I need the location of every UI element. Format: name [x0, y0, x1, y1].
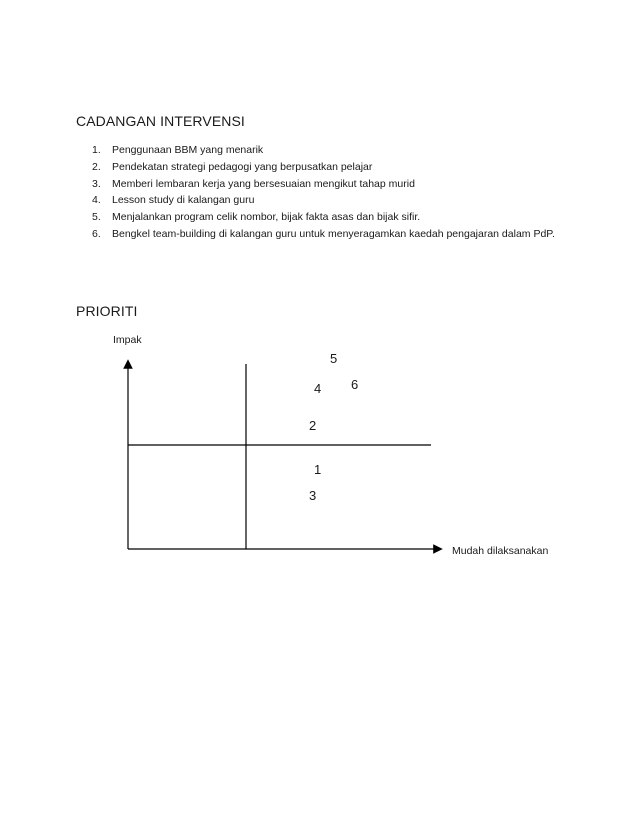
matrix-item-6: 6	[351, 377, 359, 392]
section-title-prioriti: PRIORITI	[76, 303, 138, 319]
list-item-text: Menjalankan program celik nombor, bijak fakta asas dan bijak sifir.	[112, 211, 421, 224]
list-item-text: Penggunaan BBM yang menarik	[112, 144, 264, 156]
matrix-item-4: 4	[314, 381, 322, 396]
matrix-item-2: 2	[309, 418, 317, 433]
list-item-number: 5.	[92, 211, 101, 224]
list-item-number: 1.	[92, 144, 101, 156]
list-item-number: 6.	[92, 227, 101, 240]
list-item-text: Memberi lembaran kerja yang bersesuaian mengikut tahap murid	[112, 177, 415, 190]
list-item-text: Bengkel team-building di kalangan guru untuk menyeragamkan kaedah pengajaran dalam PdP.	[112, 227, 555, 240]
matrix-item-5: 5	[330, 351, 338, 366]
x-axis-label: Mudah dilaksanakan	[452, 545, 549, 557]
matrix-item-1: 1	[314, 462, 322, 477]
matrix-item-3: 3	[309, 488, 317, 503]
list-item-number: 2.	[92, 160, 101, 173]
list-item-number: 4.	[92, 194, 101, 207]
list-item-number: 3.	[92, 177, 101, 190]
list-item-text: Lesson study di kalangan guru	[112, 194, 255, 207]
y-axis-label: Impak	[113, 334, 142, 346]
section-title-cadangan-intervensi: CADANGAN INTERVENSI	[76, 113, 245, 129]
list-item-text: Pendekatan strategi pedagogi yang berpusatkan pelajar	[112, 160, 373, 173]
